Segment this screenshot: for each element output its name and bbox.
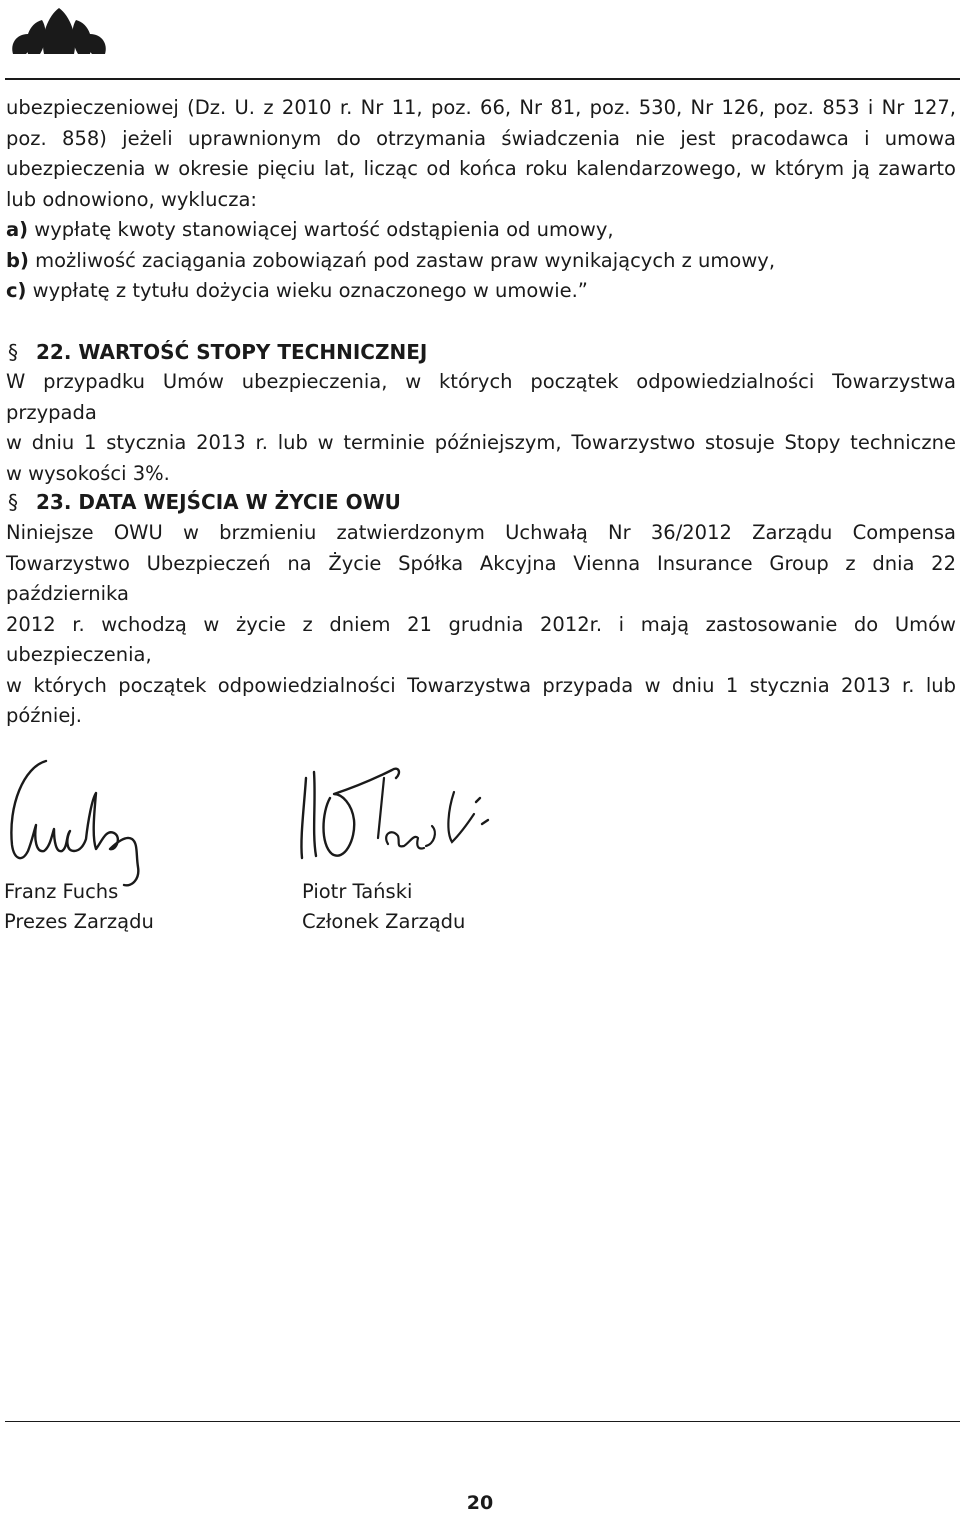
signature-franz-fuchs — [4, 755, 154, 890]
signatory-name: Piotr Tański — [302, 880, 413, 903]
section-23-heading — [8, 490, 401, 514]
list-item-text: wypłatę kwoty stanowiącej wartość odstąpienia od umowy, — [28, 218, 614, 241]
paragraph-line: Niniejsze OWU w brzmieniu zatwierdzonym Uchwałą Nr 36/2012 Zarządu Compensa — [6, 521, 956, 544]
continuation-line: ubezpieczenia w okresie pięciu lat, licząc od końca roku kalendarzowego, w którym ją zawarto — [6, 157, 956, 180]
paragraph-line: Towarzystwo Ubezpieczeń na Życie Spółka Akcyjna Vienna Insurance Group z dnia 22 października — [6, 551, 956, 605]
continuation-line: ubezpieczeniowej (Dz. U. z 2010 r. Nr 11, poz. 66, Nr 81, poz. 530, Nr 126, poz. 853 i Nr 127, — [6, 96, 956, 119]
section-23-paragraph — [6, 518, 956, 732]
signature-piotr-tanski — [292, 758, 504, 868]
section-23-title: 23. DATA WEJŚCIA W ŻYCIE OWU — [36, 490, 401, 514]
paragraph-line: W przypadku Umów ubezpieczenia, w których początek odpowiedzialności Towarzystwa przypada — [6, 370, 956, 424]
signatory-block — [302, 877, 465, 937]
list-item-letter: c) — [6, 279, 27, 302]
list-item-letter: a) — [6, 218, 29, 241]
signatory-role: Członek Zarządu — [302, 910, 466, 933]
list-item — [6, 215, 956, 246]
section-22-title: 22. WARTOŚĆ STOPY TECHNICZNEJ — [36, 340, 428, 364]
header-rule — [5, 78, 960, 80]
compensa-logo-icon — [10, 6, 108, 54]
list-item — [6, 246, 956, 277]
continuation-line: poz. 858) jeżeli uprawnionym do otrzymania świadczenia nie jest pracodawca i umowa — [6, 126, 956, 150]
paragraph-line: w wysokości 3%. — [6, 461, 170, 485]
section-symbol: § — [8, 340, 18, 364]
list-item-text: wypłatę z tytułu dożycia wieku oznaczonego w umowie.” — [26, 279, 588, 302]
section-22-heading — [8, 340, 427, 364]
list-item-letter: b) — [6, 248, 29, 272]
section-symbol: § — [8, 490, 18, 514]
footer-rule — [5, 1421, 960, 1422]
paragraph-line: w dniu 1 stycznia 2013 r. lub w terminie późniejszym, Towarzystwo stosuje Stopy techniczne — [6, 431, 956, 454]
page-number: 20 — [466, 1492, 494, 1514]
paragraph-line: w których początek odpowiedzialności Towarzystwa przypada w dniu 1 stycznia 2013 r. lub później. — [6, 673, 956, 727]
signatory-block — [4, 877, 154, 937]
list-item — [6, 276, 956, 307]
paragraph-line: 2012 r. wchodzą w życie z dniem 21 grudnia 2012r. i mają zastosowanie do Umów ubezpieczenia, — [6, 612, 956, 666]
signatory-role: Prezes Zarządu — [4, 910, 154, 933]
continuation-line: lub odnowiono, wyklucza: — [6, 187, 257, 211]
continuation-paragraph — [6, 93, 956, 307]
signatory-name: Franz Fuchs — [4, 880, 119, 903]
section-22-paragraph — [6, 367, 956, 489]
list-item-text: możliwość zaciągania zobowiązań pod zastaw praw wynikających z umowy, — [28, 248, 776, 272]
